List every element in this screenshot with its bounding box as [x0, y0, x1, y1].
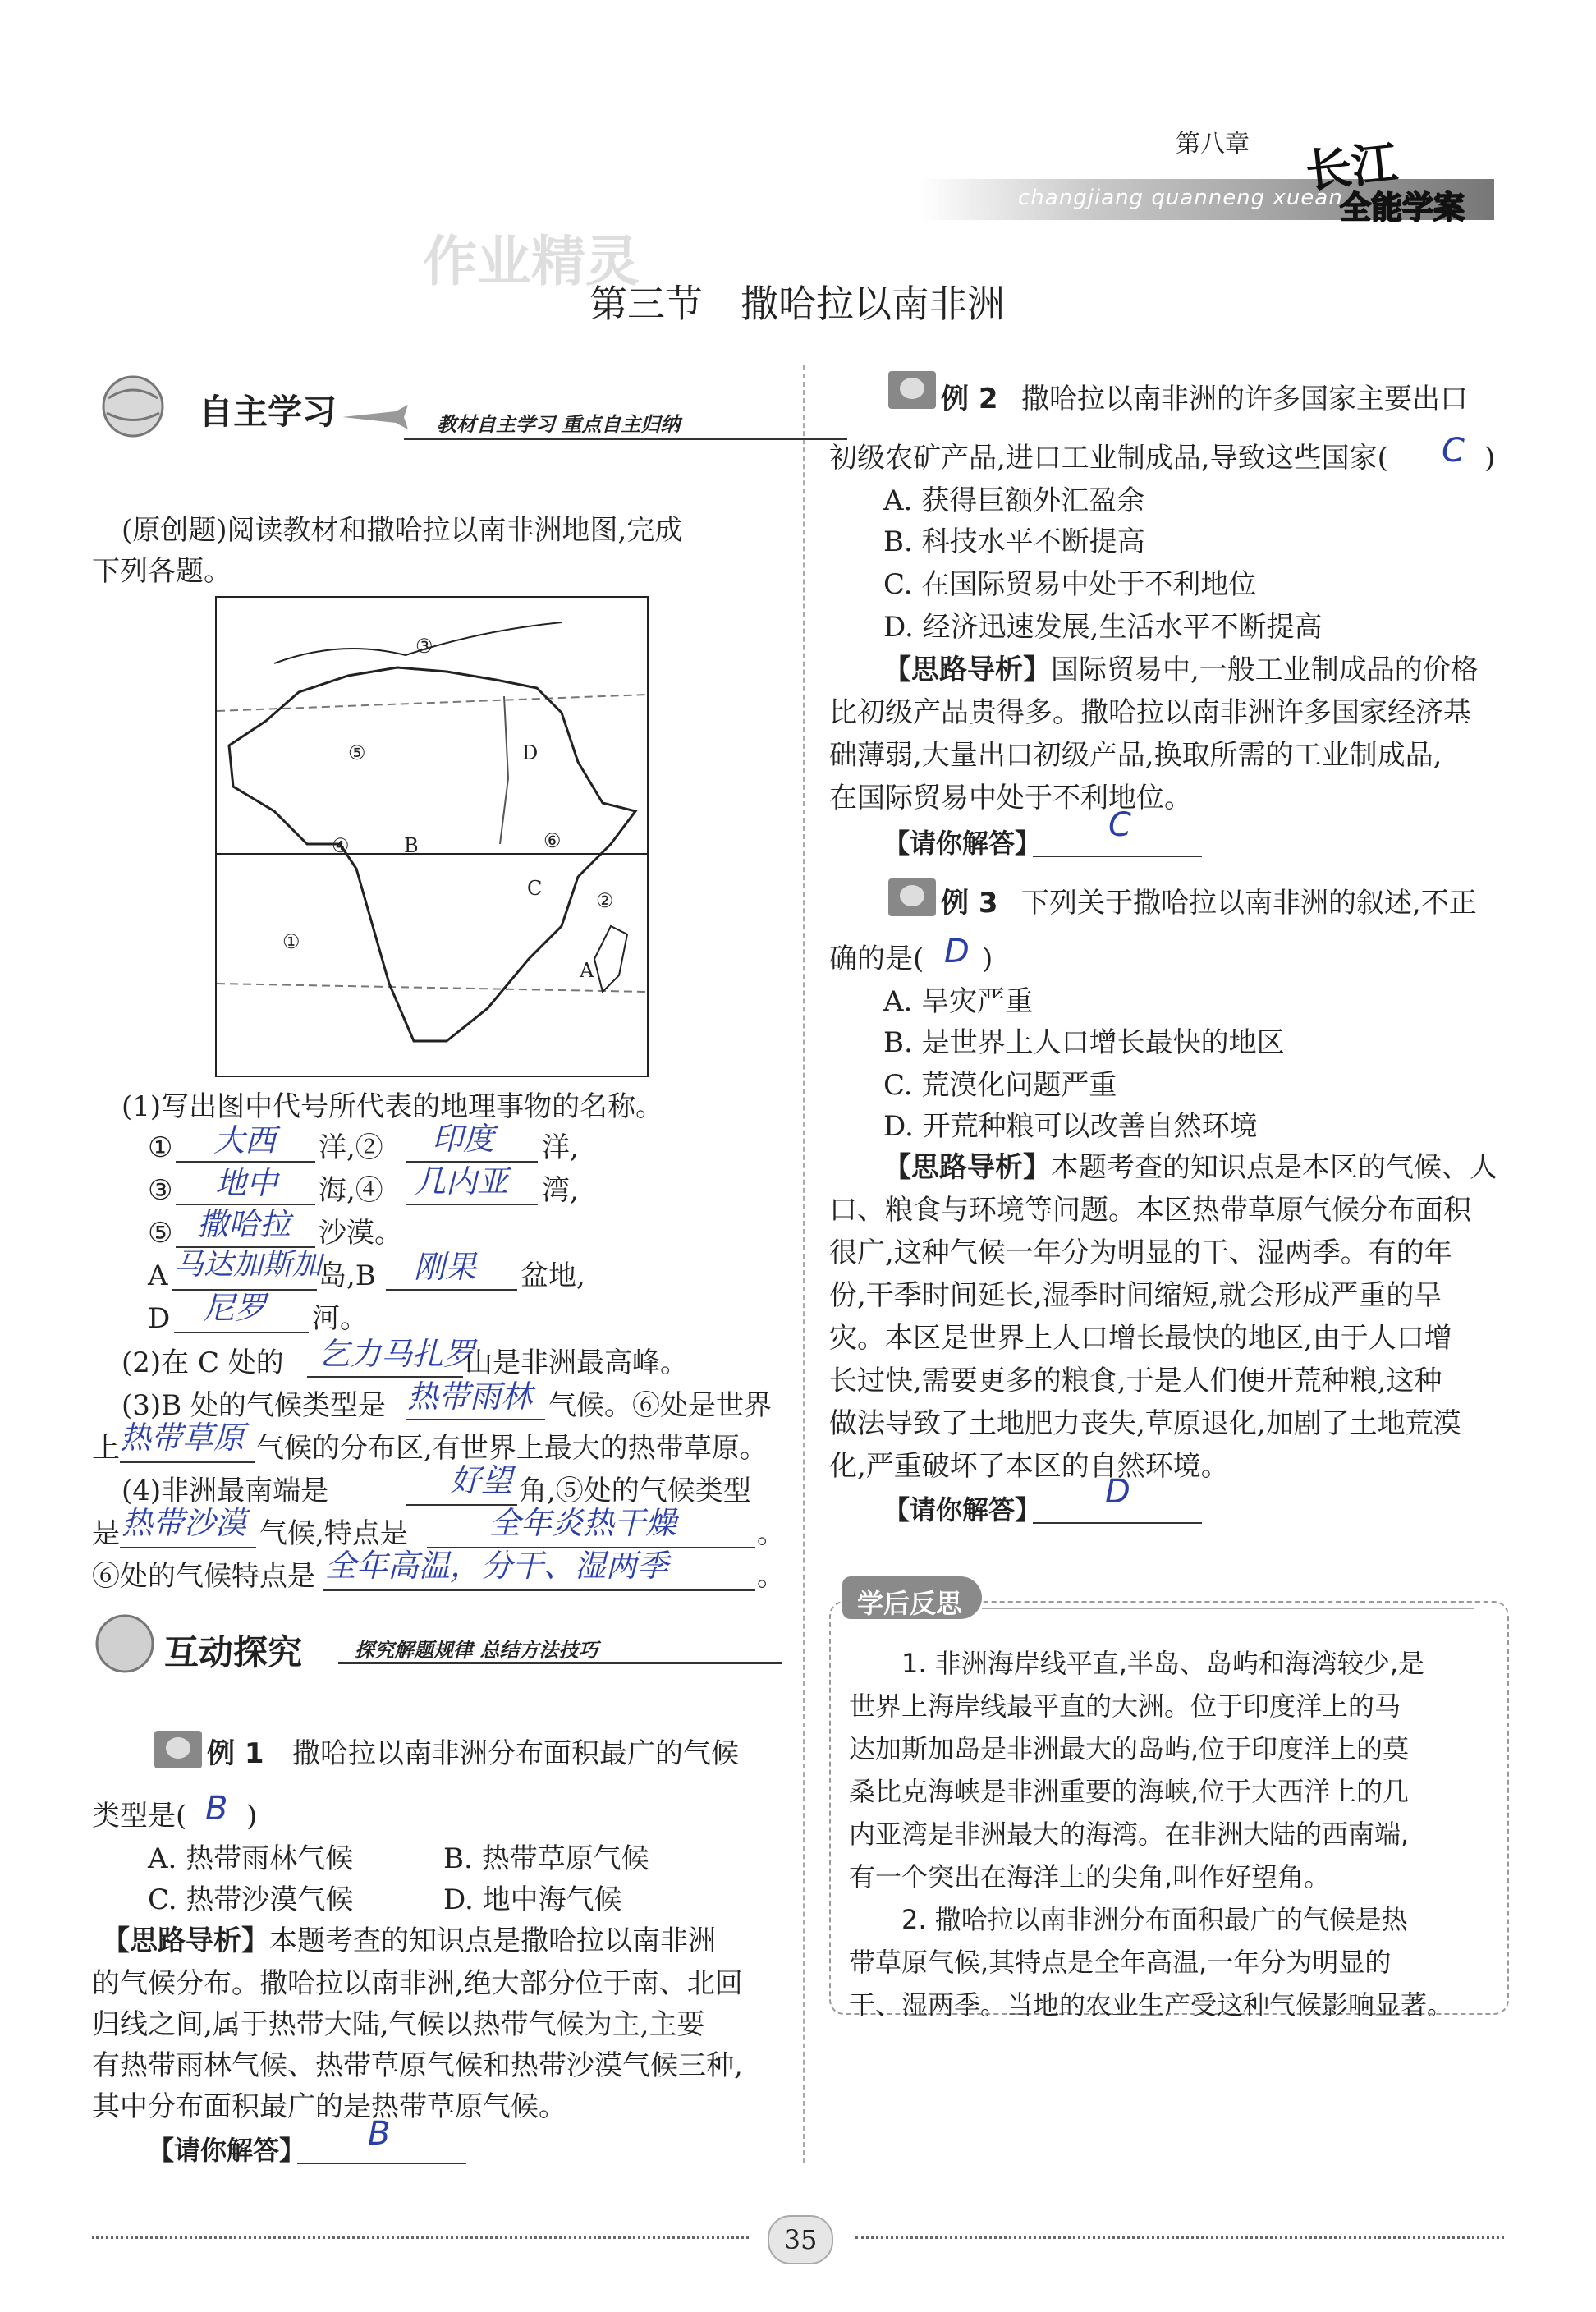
- option: D. 开荒种粮可以改善自然环境: [883, 1110, 1258, 1143]
- map-label: D: [522, 741, 539, 764]
- reflection-tab: [842, 1576, 982, 1619]
- text: 是: [92, 1517, 120, 1550]
- section-underline: [338, 1662, 782, 1664]
- answer-blank: [386, 1289, 517, 1291]
- reflection-line: 桑比克海峡是非洲重要的海峡,位于大西洋上的几: [849, 1776, 1410, 1807]
- guide-text: 长过快,需要更多的粮食,于是人们便开荒种粮,这种: [829, 1365, 1442, 1397]
- handwritten-answer: 热带沙漠: [122, 1505, 247, 1541]
- guide-text: 化,严重破坏了本区的自然环境。: [829, 1450, 1229, 1483]
- chapter-label: 第八章: [1176, 130, 1250, 158]
- example-icon: [154, 1731, 202, 1768]
- reflection-title: 学后反思: [857, 1588, 963, 1619]
- option: B. 是世界上人口增长最快的地区: [883, 1026, 1285, 1059]
- reflection-line: 世界上海岸线最平直的大洲。位于印度洋上的马: [849, 1690, 1401, 1722]
- text: 沙漠。: [319, 1217, 402, 1250]
- text: 洋,: [542, 1131, 579, 1164]
- option: A. 旱灾严重: [883, 985, 1034, 1018]
- map-label: ⑥: [543, 829, 562, 852]
- option: B. 热带草原气候: [443, 1842, 649, 1875]
- guide-text: 的气候分布。撒哈拉以南非洲,绝大部分位于南、北回: [92, 1967, 743, 2000]
- option: D. 地中海气候: [443, 1883, 622, 1916]
- reflection-line: 2. 撒哈拉以南非洲分布面积最广的气候是热: [901, 1904, 1408, 1935]
- page-number-badge: [768, 2215, 833, 2264]
- marker: ①: [148, 1131, 173, 1164]
- guide-text: 做法导致了土地肥力丧失,草原退化,加剧了土地荒漠: [829, 1407, 1461, 1440]
- text: ⑥处的气候特点是: [92, 1560, 315, 1593]
- example-stem: 初级农矿产品,进口工业制成品,导致这些国家(: [829, 442, 1388, 475]
- map-label: ⑤: [348, 741, 366, 764]
- map-label: B: [404, 834, 419, 857]
- text: 气候。⑥处是世界: [548, 1389, 772, 1422]
- example-stem: 确的是(: [829, 943, 924, 975]
- handwritten-answer: 全年高温，分干、湿两季: [325, 1548, 669, 1584]
- page-number: 35: [783, 2224, 818, 2255]
- answer-blank: [1033, 1522, 1202, 1524]
- map-label: ④: [332, 834, 350, 857]
- guide-label-text: 【思路导析】: [102, 1924, 269, 1957]
- handwritten-answer: B: [368, 2115, 391, 2153]
- guide-text: 本题考查的知识点是撒哈拉以南非洲: [269, 1924, 716, 1957]
- example-stem: 撒哈拉以南非洲分布面积最广的气候: [292, 1737, 739, 1770]
- text: 角,⑤处的气候类型: [519, 1475, 751, 1507]
- map-label: ②: [596, 889, 614, 912]
- text: 。: [757, 1560, 785, 1593]
- globe-icon: [92, 1611, 158, 1677]
- question-stem: (4)非洲最南端是: [122, 1475, 329, 1507]
- reflection-line: 带草原气候,其特点是全年高温,一年分为明显的: [849, 1947, 1392, 1978]
- question-stem: (2)在 C 处的: [122, 1346, 284, 1379]
- text: 岛,B: [319, 1259, 376, 1292]
- guide-text: 份,干季时间延长,湿季时间缩短,就会形成严重的旱: [829, 1279, 1442, 1312]
- text: 洋,②: [319, 1131, 383, 1164]
- handwritten-answer: 大西: [213, 1122, 277, 1158]
- guide-label: [102, 1920, 716, 1962]
- answer-label: 【请你解答】: [148, 2135, 306, 2166]
- globe-icon: [92, 374, 182, 439]
- handwritten-answer: B: [205, 1790, 228, 1828]
- section-title: 自主学习: [199, 392, 337, 432]
- marker: A: [148, 1259, 168, 1292]
- question-stem: (3)B 处的气候类型是: [122, 1389, 386, 1422]
- handwritten-answer: 全年炎热干燥: [489, 1505, 677, 1541]
- guide-text: 本题考查的知识点是本区的气候、人: [1051, 1151, 1497, 1184]
- answer-label: 【请你解答】: [883, 1494, 1042, 1525]
- example-icon: [888, 878, 936, 916]
- plane-icon: [338, 397, 412, 438]
- reflection-tab-line: [982, 1608, 1474, 1609]
- footer-line-left: [92, 2236, 749, 2239]
- section-underline: [404, 438, 847, 440]
- intro-line: (原创题)阅读教材和撒哈拉以南非洲地图,完成: [122, 514, 683, 547]
- marker: ⑤: [148, 1217, 173, 1250]
- page-title: 第三节 撒哈拉以南非洲: [589, 282, 1005, 326]
- handwritten-answer: C: [1442, 432, 1465, 470]
- map-label: ③: [415, 635, 433, 658]
- map-label: C: [527, 877, 543, 900]
- text: 上: [92, 1432, 120, 1465]
- reflection-line: 干、湿两季。当地的农业生产受这种气候影响显著。: [849, 1989, 1454, 2021]
- text: 海,④: [319, 1174, 383, 1207]
- section-subtitle: 教材自主学习 重点自主归纳: [437, 413, 681, 436]
- option: B. 科技水平不断提高: [883, 525, 1145, 558]
- handwritten-answer: 热带草原: [120, 1420, 245, 1456]
- handwritten-answer: 马达加斯加: [174, 1248, 323, 1282]
- option: A. 热带雨林气候: [148, 1842, 354, 1875]
- handwritten-answer: 几内亚: [415, 1163, 509, 1200]
- guide-text: 很广,这种气候一年分为明显的干、湿两季。有的年: [829, 1236, 1452, 1269]
- brand-logo-cn: 长江: [1303, 135, 1401, 200]
- text: 气候,特点是: [259, 1517, 408, 1550]
- guide-text: 础薄弱,大量出口初级产品,换取所需的工业制成品,: [829, 739, 1442, 772]
- guide-label-text: 【思路导析】: [883, 1151, 1051, 1184]
- option: C. 在国际贸易中处于不利地位: [883, 568, 1257, 601]
- guide-text: 归线之间,属于热带大陆,气候以热带气候为主,主要: [92, 2008, 705, 2041]
- example-label: 例 1: [207, 1737, 264, 1770]
- reflection-line: 内亚湾是非洲最大的海湾。在非洲大陆的西南端,: [849, 1819, 1410, 1850]
- text: 湾,: [542, 1174, 579, 1207]
- example-stem: 类型是(: [92, 1800, 187, 1833]
- handwritten-answer: 乞力马扎罗: [319, 1336, 475, 1372]
- example-stem: 撒哈拉以南非洲的许多国家主要出口: [1021, 383, 1468, 415]
- example-stem: ): [982, 943, 993, 975]
- section-banner-interactive: [92, 1611, 757, 1677]
- brand-pinyin: changjiang quanneng xuean: [1018, 186, 1343, 210]
- option: C. 荒漠化问题严重: [883, 1069, 1117, 1102]
- section-subtitle: 探究解题规律 总结方法技巧: [355, 1639, 598, 1662]
- intro-line: 下列各题。: [92, 555, 232, 588]
- example-stem: ): [246, 1800, 258, 1833]
- guide-text: 在国际贸易中处于不利地位。: [829, 782, 1192, 814]
- handwritten-answer: C: [1108, 806, 1131, 844]
- guide-label: [883, 1146, 1497, 1189]
- answer-blank: [406, 1419, 545, 1420]
- section-banner-self-study: [92, 374, 757, 439]
- guide-text: 国际贸易中,一般工业制成品的价格: [1051, 654, 1479, 686]
- handwritten-answer: 撒哈拉: [197, 1206, 291, 1242]
- text: 盆地,: [521, 1259, 585, 1292]
- guide-text: 比初级产品贵得多。撒哈拉以南非洲许多国家经济基: [829, 696, 1471, 729]
- handwritten-answer: 尼罗: [204, 1290, 267, 1326]
- guide-text: 口、粮食与环境等问题。本区热带草原气候分布面积: [829, 1194, 1471, 1227]
- handwritten-answer: 刚果: [414, 1249, 477, 1285]
- text: 河。: [312, 1302, 368, 1335]
- reflection-line: 1. 非洲海岸线平直,半岛、岛屿和海湾较少,是: [901, 1648, 1425, 1679]
- guide-label-text: 【思路导析】: [883, 654, 1051, 686]
- handwritten-answer: 印度: [432, 1121, 495, 1157]
- handwritten-answer: 热带雨林: [407, 1378, 533, 1415]
- answer-blank: [1033, 856, 1202, 857]
- example-icon: [888, 371, 936, 409]
- answer-blank: [297, 2163, 466, 2164]
- africa-map: [215, 596, 649, 1077]
- guide-text: 有热带雨林气候、热带草原气候和热带沙漠气候三种,: [92, 2049, 743, 2082]
- example-stem: ): [1484, 442, 1496, 475]
- section-title: 互动探究: [164, 1632, 303, 1672]
- question-stem: (1)写出图中代号所代表的地理事物的名称。: [122, 1090, 664, 1123]
- reflection-content: [849, 1642, 1497, 2026]
- example-label: 例 2: [941, 383, 998, 415]
- reflection-line: 达加斯加岛是非洲最大的岛屿,位于印度洋上的莫: [849, 1733, 1410, 1764]
- column-divider: [803, 365, 805, 2163]
- answer-blank: [120, 1547, 256, 1548]
- handwritten-answer: 地中: [215, 1165, 278, 1201]
- map-label: A: [580, 959, 594, 982]
- answer-label: 【请你解答】: [883, 828, 1042, 859]
- brand-tagline: 全能学案: [1340, 190, 1465, 226]
- text: 。: [757, 1517, 785, 1550]
- page-header: [0, 0, 1596, 293]
- handwritten-answer: 好望: [450, 1462, 513, 1498]
- marker: ③: [148, 1174, 173, 1207]
- map-label: ①: [282, 930, 300, 953]
- option: D. 经济迅速发展,生活水平不断提高: [883, 611, 1323, 644]
- watermark: 作业精灵: [423, 230, 640, 293]
- option: A. 获得巨额外汇盈余: [883, 484, 1145, 517]
- africa-map-drawing: [217, 598, 647, 1076]
- answer-blank: [120, 1461, 255, 1463]
- text: 山是非洲最高峰。: [465, 1346, 688, 1379]
- guide-label: [883, 649, 1479, 691]
- q1-row: [148, 1126, 172, 1169]
- marker: D: [148, 1302, 171, 1335]
- option: C. 热带沙漠气候: [148, 1883, 354, 1916]
- text: 气候的分布区,有世界上最大的热带草原。: [256, 1432, 768, 1465]
- answer-blank: [406, 1204, 538, 1205]
- guide-text: 其中分布面积最广的是热带草原气候。: [92, 2090, 566, 2123]
- reflection-line: 有一个突出在海洋上的尖角,叫作好望角。: [849, 1861, 1331, 1892]
- answer-blank: [323, 1590, 755, 1591]
- answer-blank: [174, 1332, 309, 1333]
- handwritten-answer: D: [944, 933, 970, 970]
- example-label: 例 3: [941, 887, 998, 920]
- example-stem: 下列关于撒哈拉以南非洲的叙述,不正: [1021, 887, 1477, 920]
- guide-text: 灾。本区是世界上人口增长最快的地区,由于人口增: [829, 1322, 1452, 1355]
- footer-line-right: [855, 2236, 1504, 2239]
- handwritten-answer: D: [1105, 1473, 1130, 1511]
